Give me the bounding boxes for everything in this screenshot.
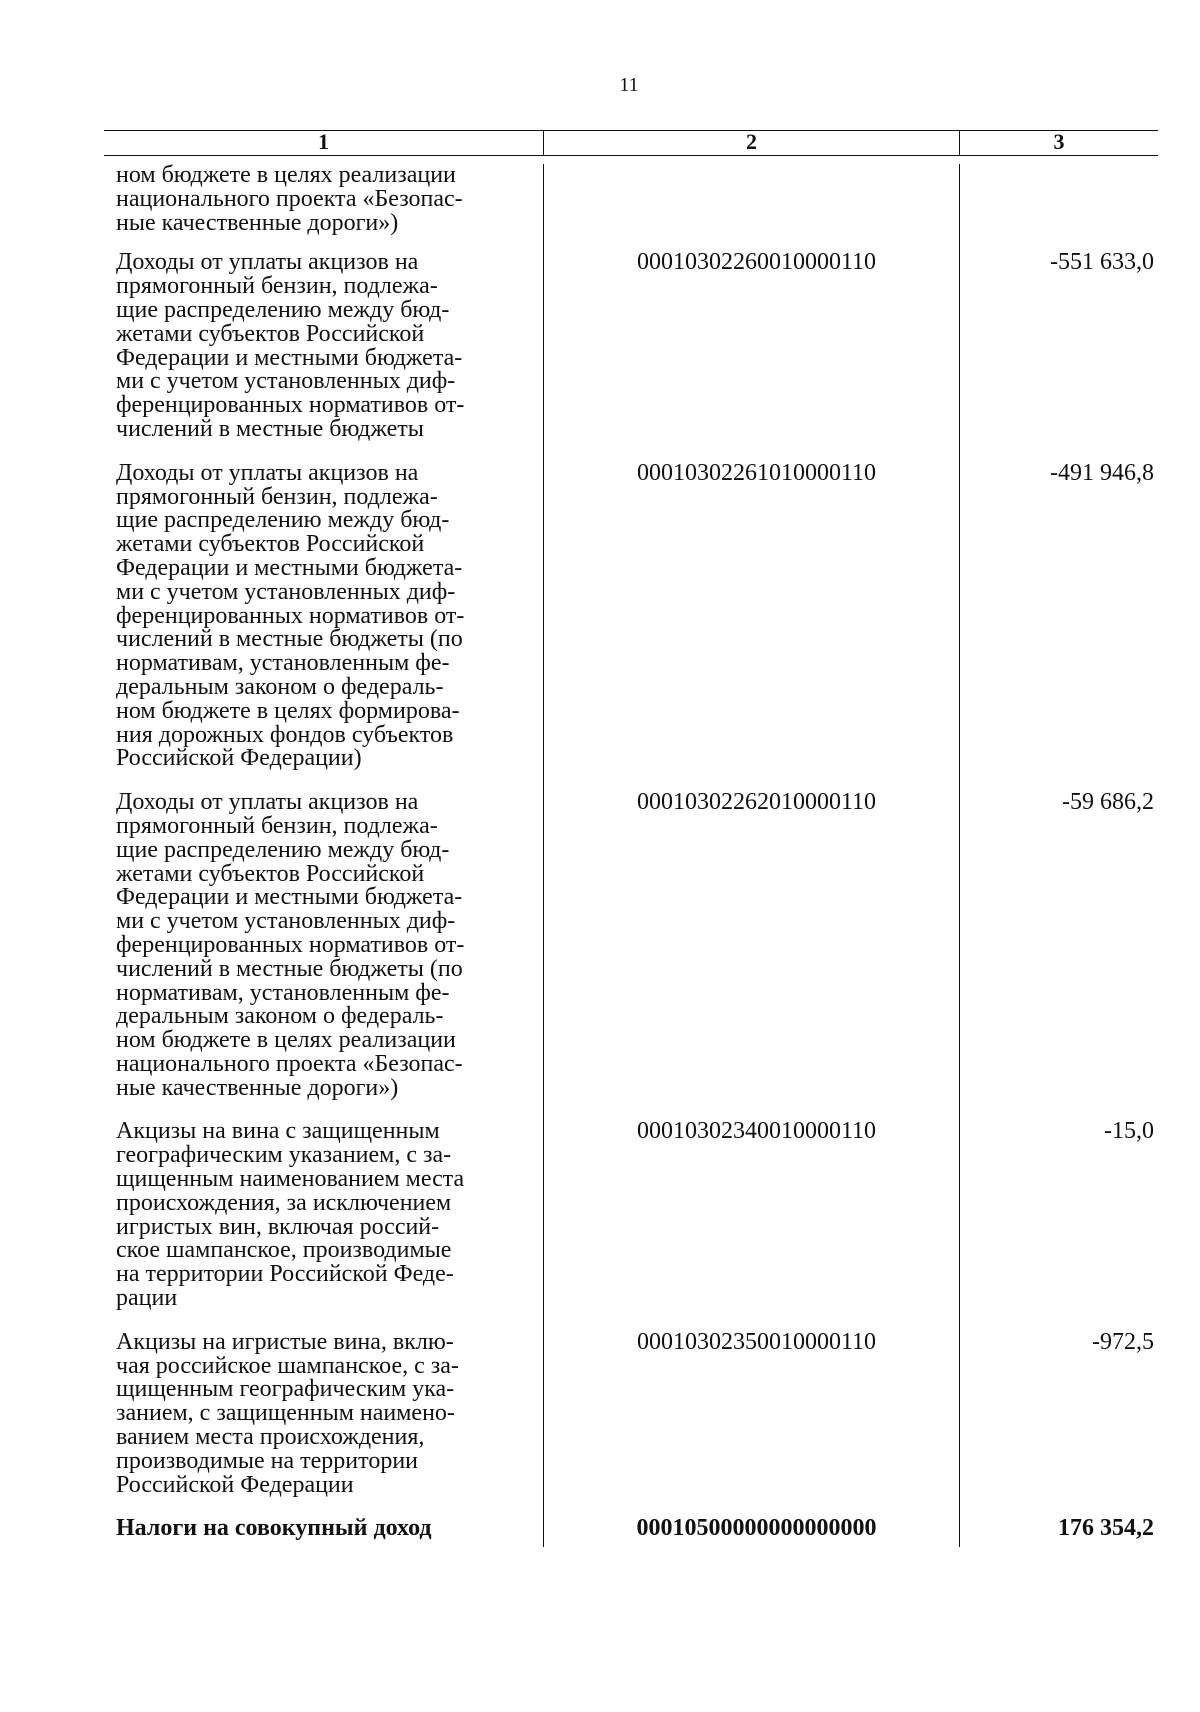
row-amount: 176 354,2: [1058, 1515, 1154, 1542]
description-line: ном бюджете в целях формирова-: [116, 697, 460, 724]
description-line: деральным законом о федераль-: [116, 673, 444, 700]
description-line: прямогонный бензин, подлежа-: [116, 273, 438, 300]
description-line: географическим указанием, с за-: [116, 1142, 452, 1169]
description-line: ми с учетом установленных диф-: [116, 368, 456, 395]
description-line: нормативам, установленным фе-: [116, 979, 450, 1006]
row-code: 00010302262010000110: [544, 791, 960, 1120]
description-line: ференцированных нормативов от-: [116, 931, 465, 958]
description-line: ми с учетом установленных диф-: [116, 578, 456, 605]
table-header: [104, 130, 1158, 156]
row-description: [104, 1517, 544, 1547]
row-description: [104, 164, 544, 251]
description-line: Налоги на совокупный доход: [116, 1515, 432, 1542]
row-code: 00010302340010000110: [544, 1120, 960, 1330]
description-line: нормативам, установленным фе-: [116, 650, 450, 677]
description-line: ные качественные дороги»): [116, 209, 399, 236]
description-line: жетами субъектов Российской: [116, 320, 425, 347]
description-line: прямогонный бензин, подлежа-: [116, 812, 438, 839]
description-line: ми с учетом установленных диф-: [116, 908, 456, 935]
description-line: Российской Федерации: [116, 1471, 354, 1498]
description-line: производимые на территории: [116, 1447, 419, 1474]
description-line: на территории Российской Феде-: [116, 1261, 454, 1288]
table-row: [104, 1120, 1158, 1330]
description-line: занием, с защищенным наимено-: [116, 1400, 455, 1427]
description-line: Доходы от уплаты акцизов на: [116, 249, 419, 276]
description-line: щищенным наименованием места: [116, 1166, 465, 1193]
row-amount: -59 686,2: [1062, 789, 1154, 816]
description-line: жетами субъектов Российской: [116, 860, 425, 887]
row-code: 00010302260010000110: [544, 251, 960, 461]
table-row: [104, 1517, 1158, 1547]
header-col-1: 1: [104, 131, 544, 155]
description-line: числений в местные бюджеты: [116, 415, 424, 442]
table-row: [104, 156, 1158, 251]
description-line: ном бюджете в целях реализации: [116, 1027, 456, 1054]
description-line: Федерации и местными бюджета-: [116, 554, 463, 581]
description-line: прямогонный бензин, подлежа-: [116, 483, 438, 510]
row-code: 00010302261010000110: [544, 462, 960, 791]
table-row: [104, 1328, 1158, 1518]
row-amount: -491 946,8: [1050, 459, 1154, 486]
description-line: щие распределению между бюд-: [116, 836, 450, 863]
description-line: ном бюджете в целях реализации: [116, 162, 456, 188]
description-line: Акцизы на вина с защищенным: [116, 1118, 440, 1145]
description-line: жетами субъектов Российской: [116, 531, 425, 558]
description-line: Доходы от уплаты акцизов на: [116, 789, 419, 816]
table-row: [104, 251, 1158, 461]
description-line: ференцированных нормативов от-: [116, 602, 465, 629]
description-line: игристых вин, включая россий-: [116, 1213, 440, 1240]
page-number: 11: [619, 74, 639, 96]
table-row: [104, 791, 1158, 1120]
description-line: деральным законом о федераль-: [116, 1003, 444, 1030]
budget-table: [104, 130, 1158, 1547]
description-line: числений в местные бюджеты (по: [116, 626, 463, 653]
row-code: [544, 164, 960, 251]
description-line: рации: [116, 1285, 178, 1312]
table-row: [104, 459, 1158, 791]
description-line: числений в местные бюджеты (по: [116, 955, 463, 982]
description-line: ные качественные дороги»): [116, 1074, 399, 1101]
description-line: Федерации и местными бюджета-: [116, 884, 463, 911]
description-line: Акцизы на игристые вина, вклю-: [116, 1328, 454, 1355]
row-description: [104, 459, 544, 791]
description-line: Российской Федерации): [116, 745, 362, 772]
row-amount: -15,0: [1104, 1118, 1154, 1145]
description-line: национального проекта «Безопас-: [116, 1050, 463, 1077]
row-amount: -972,5: [1092, 1328, 1154, 1355]
row-code: 00010302350010000110: [544, 1331, 960, 1518]
description-line: щие распределению между бюд-: [116, 507, 450, 534]
description-line: национального проекта «Безопас-: [116, 185, 463, 212]
row-description: [104, 791, 544, 1120]
row-description: [104, 251, 544, 461]
description-line: ференцированных нормативов от-: [116, 392, 465, 419]
description-line: происхождения, за исключением: [116, 1189, 452, 1216]
description-line: ния дорожных фондов субъектов: [116, 721, 454, 748]
header-col-3: 3: [1053, 129, 1065, 154]
row-amount: [960, 164, 1158, 251]
row-code: 00010500000000000000: [544, 1517, 960, 1547]
row-amount: -551 633,0: [1050, 249, 1154, 276]
description-line: щищенным географическим ука-: [116, 1376, 455, 1403]
header-col-2: 2: [544, 131, 960, 155]
row-description: [104, 1328, 544, 1518]
description-line: щие распределению между бюд-: [116, 296, 450, 323]
description-line: ское шампанское, производимые: [116, 1237, 452, 1264]
description-line: Федерации и местными бюджета-: [116, 344, 463, 371]
description-line: чая российское шампанское, с за-: [116, 1352, 459, 1379]
description-line: Доходы от уплаты акцизов на: [116, 459, 419, 486]
row-description: [104, 1120, 544, 1330]
table-body: [104, 156, 1158, 1547]
description-line: ванием места происхождения,: [116, 1424, 425, 1451]
